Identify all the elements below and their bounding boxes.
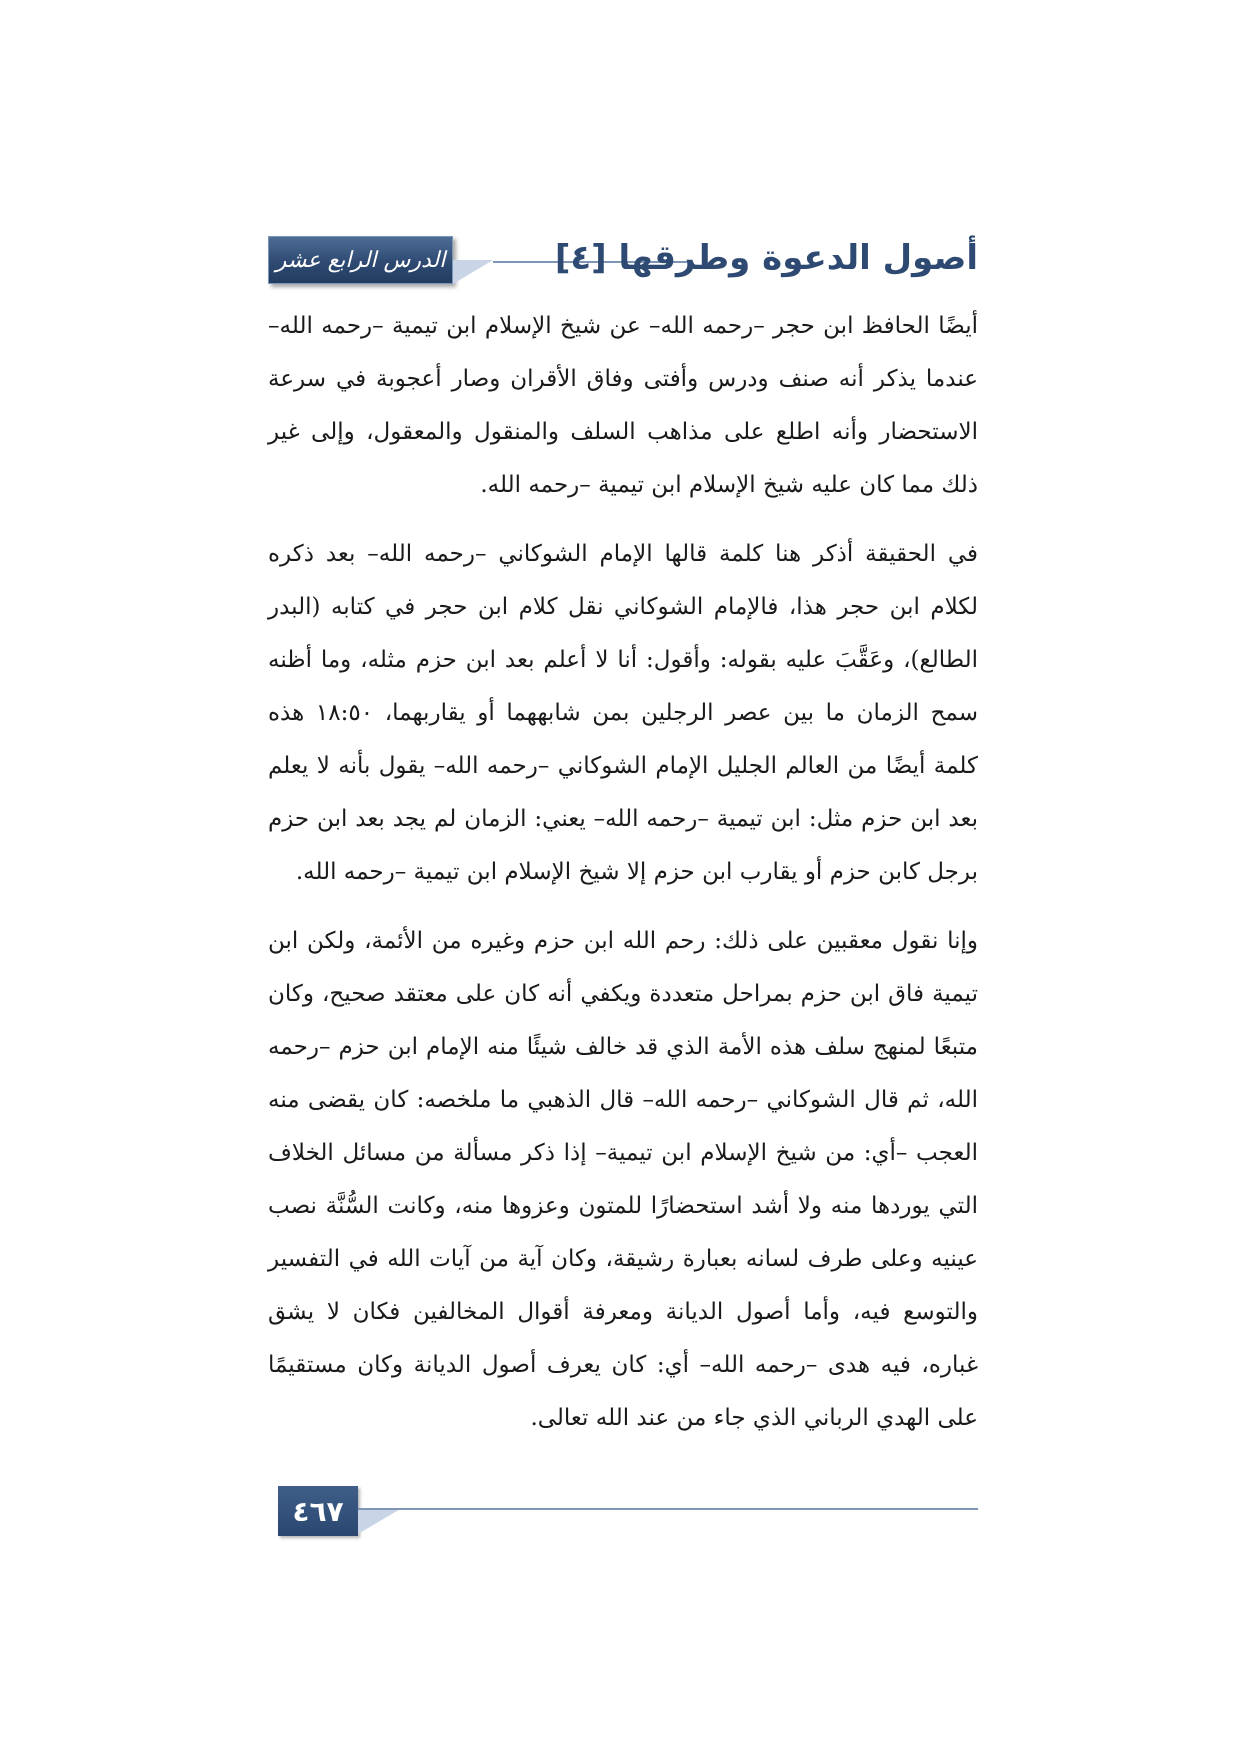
page-footer (278, 1486, 978, 1546)
paragraph-2: في الحقيقة أذكر هنا كلمة قالها الإمام الشوكاني –رحمه الله– بعد ذكره لكلام ابن حجر هذا، فالإمام الشوكاني نقل كلام ابن حجر في كتابه (البدر الطالع)، وعَقَّبَ عليه بقوله: وأقول: أنا لا أعلم بعد ابن حزم مثله، وما أظنه سمح الزمان ما بين عصر الرجلين بمن شابههما أو يقاربهما، ١٨:٥٠ هذه كلمة أيضًا من العالم الجليل الإمام الشوكاني –رحمه الله– يقول بأنه لا يعلم بعد ابن حزم مثل: ابن تيمية –رحمه الله– يعني: الزمان لم يجد بعد ابن حزم برجل كابن حزم أو يقارب ابن حزم إلا شيخ الإسلام ابن تيمية –رحمه الله. (268, 541, 978, 885)
badge-shadow-wedge (453, 260, 493, 284)
footer-rule (358, 1508, 978, 1510)
book-title: أصول الدعوة وطرقها [٤] (554, 238, 978, 278)
paragraph-1: أيضًا الحافظ ابن حجر –رحمه الله– عن شيخ الإسلام ابن تيمية –رحمه الله– عندما يذكر أنه صنف ودرس وأفتى وفاق الأقران وصار أعجوبة في سرعة الاستحضار وأنه اطلع على مذاهب السلف والمنقول والمعقول، وإلى غير ذلك مما كان عليه شيخ الإسلام ابن تيمية –رحمه الله. (268, 313, 978, 498)
footer-shadow-wedge (358, 1508, 402, 1534)
page-number: ٤٦٧ (278, 1486, 358, 1536)
page-header (268, 226, 978, 292)
lesson-label: الدرس الرابع عشر (275, 247, 446, 273)
body-text (268, 300, 978, 1461)
paragraph-3: وإنا نقول معقبين على ذلك: رحم الله ابن حزم وغيره من الأئمة، ولكن ابن تيمية فاق ابن حزم بمراحل متعددة ويكفي أنه كان على معتقد صحيح، وكان متبعًا لمنهج سلف هذه الأمة الذي قد خالف شيئًا منه الإمام ابن حزم –رحمه الله، ثم قال الشوكاني –رحمه الله– قال الذهبي ما ملخصه: كان يقضى منه العجب –أي: من شيخ الإسلام ابن تيمية– إذا ذكر مسألة من مسائل الخلاف التي يوردها منه ولا أشد استحضارًا للمتون وعزوها منه، وكانت السُّنَّة نصب عينيه وعلى طرف لسانه بعبارة رشيقة، وكان آية من آيات الله في التفسير والتوسع فيه، وأما أصول الديانة ومعرفة أقوال المخالفين فكان لا يشق غباره، فيه هدى –رحمه الله– أي: كان يعرف أصول الديانة وكان مستقيمًا على الهدي الرباني الذي جاء من عند الله تعالى. (268, 928, 978, 1431)
lesson-badge (268, 236, 453, 284)
